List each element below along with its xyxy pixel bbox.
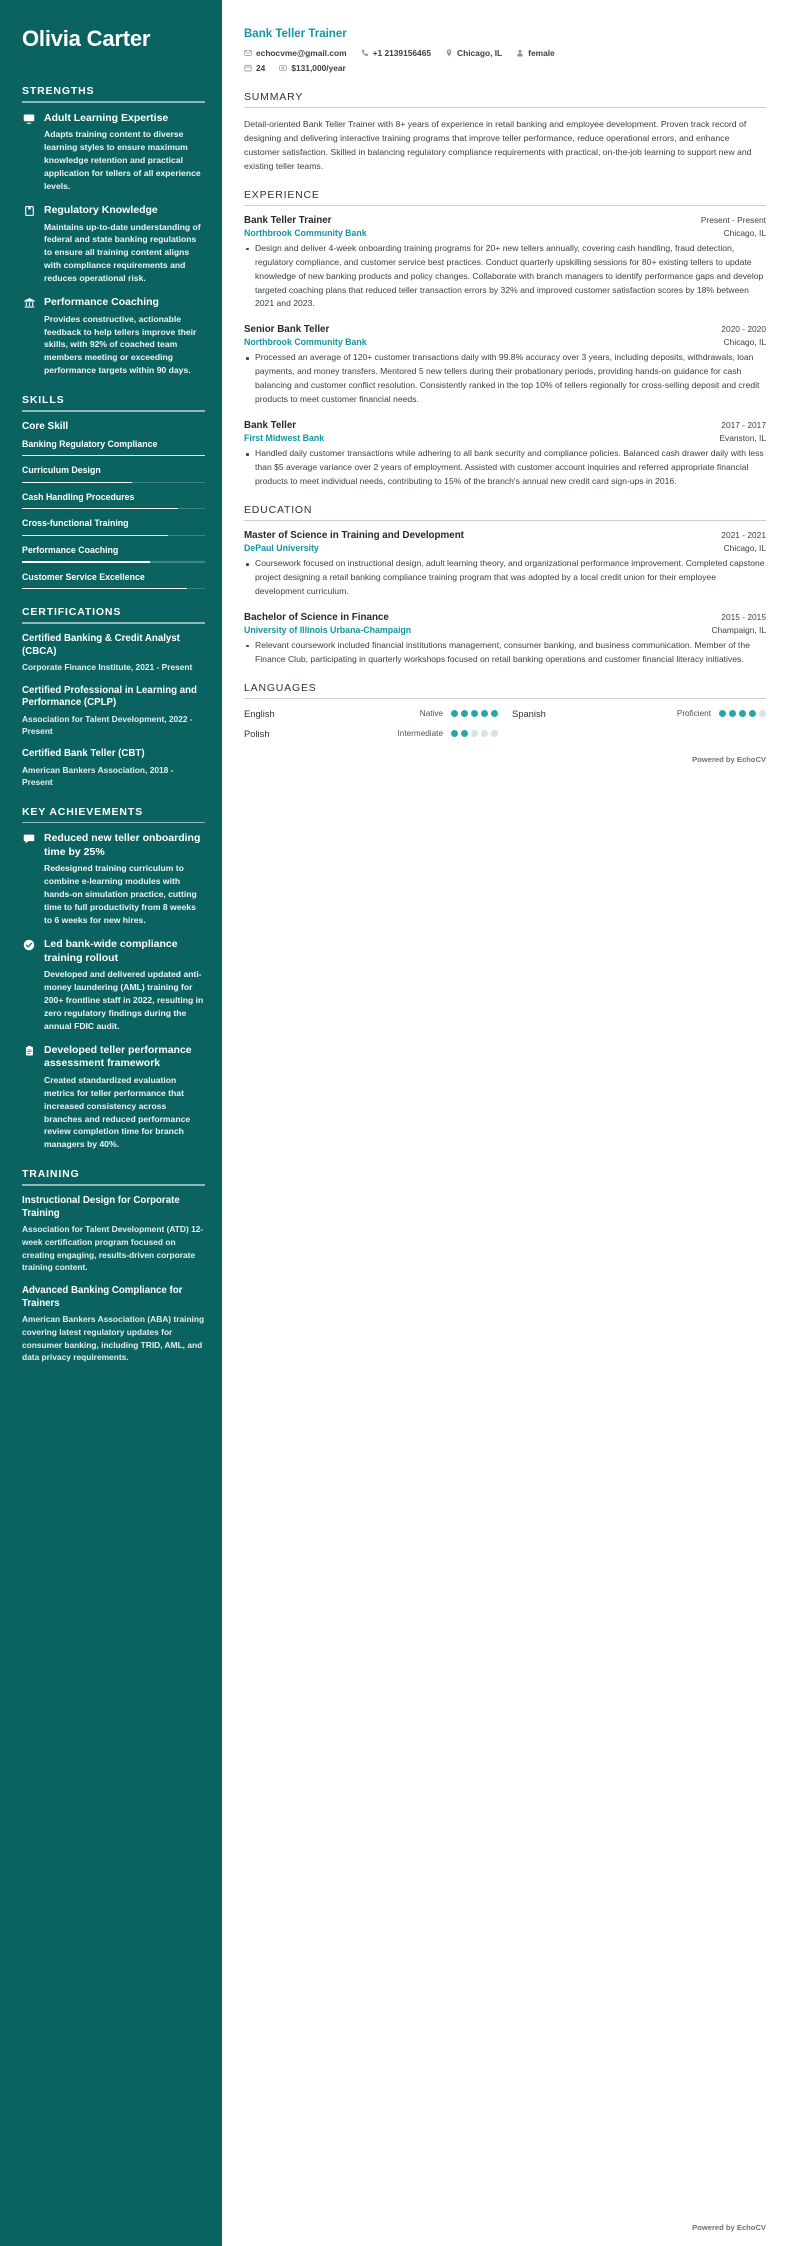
divider (244, 205, 766, 206)
experience-entry-header (244, 324, 766, 335)
education-entry-location: Chicago, IL (723, 543, 766, 553)
certification-meta: Association for Talent Development, 2022 - Present (22, 714, 193, 737)
summary-section (244, 91, 766, 174)
skill-bar-track (22, 482, 205, 483)
experience-section (244, 189, 766, 489)
skill-name: Cross-functional Training (22, 518, 129, 529)
strength-item (22, 112, 205, 193)
languages-list (244, 708, 766, 739)
education-entry-location: Champaign, IL (711, 624, 766, 635)
experience-entry-bullet: Design and deliver 4-week onboarding training programs for 20+ new tellers annually, covering cash handling, fraud detection, regulatory compliance, and customer service best practices. Conduct quarterly upskilling sessions for 80+ existing tellers to update knowledge of new banking products and policy changes. Collaborate with branch managers to identify performance gaps and develop targeted coaching plans that reduced teller transaction errors by 32% and improved customer satisfaction scores by 18% between 2021 and 2023. (244, 242, 766, 312)
skill-item (22, 491, 205, 510)
divider (22, 1184, 205, 1186)
education-entry-bullets (244, 639, 766, 667)
presentation-screen-icon (22, 112, 36, 193)
training-desc: American Bankers Association (ABA) training covering latest regulatory updates for consumer banking, including TRID, AML, and data privacy requirements. (22, 1314, 205, 1363)
training-item (22, 1285, 205, 1364)
achievement-item-body (44, 832, 205, 927)
training-title: Instructional Design for Corporate Training (22, 1194, 180, 1219)
achievement-item (22, 1044, 205, 1152)
experience-entry-location: Chicago, IL (723, 227, 766, 238)
language-name: Spanish (512, 707, 546, 719)
language-name: Polish (244, 727, 270, 739)
strength-item-desc: Maintains up-to-date understanding of federal and state banking regulations to ensure all training content aligns with compliance requirements and reduces operational risk. (44, 221, 201, 284)
contact-value: female (528, 48, 555, 58)
summary-text: Detail-oriented Bank Teller Trainer with 8+ years of experience in retail banking and employee development. Proven track record of designing and delivering interactive training programs that improve teller performance, reduce operational errors, and enhance customer satisfaction. Skilled in balancing regulatory compliance requirements with practical, on-the-job learning to support new and existing teller teams. (244, 119, 752, 172)
certification-title: Certified Banking & Credit Analyst (CBCA) (22, 632, 180, 657)
divider (22, 622, 205, 624)
education-entry (244, 530, 766, 599)
strength-item (22, 296, 205, 377)
strength-item-title: Performance Coaching (44, 295, 159, 308)
education-entry-organization[interactable]: University of Illinois Urbana-Champaign (244, 624, 412, 635)
strengths-title: STRENGTHS (22, 85, 95, 98)
rating-dot (481, 710, 488, 717)
rating-dot (481, 730, 488, 737)
skill-bar-track (22, 561, 205, 562)
skill-bar-track (22, 508, 205, 509)
strength-item-body (44, 204, 205, 285)
education-title: EDUCATION (244, 503, 313, 516)
contact-item (516, 48, 555, 58)
experience-entry-dates: 2017 - 2017 (721, 420, 766, 431)
experience-entry-location: Chicago, IL (723, 337, 766, 348)
achievement-item-body (44, 1044, 205, 1152)
rating-dot (471, 730, 478, 737)
education-entry-bullet: Coursework focused on instructional design, adult learning theory, and organizational performance improvement. Completed capstone project designing a retail banking compliance training program that was adopted by a local credit union for their employee development curriculum. (244, 557, 766, 599)
contact-item (244, 63, 265, 73)
experience-entry-bullets (244, 242, 766, 312)
achievement-item-body (44, 938, 205, 1033)
strength-item-body (44, 296, 205, 377)
skill-bar-fill (22, 588, 187, 589)
contact-item (279, 63, 346, 73)
skill-item (22, 517, 205, 536)
skill-name: Banking Regulatory Compliance (22, 438, 158, 449)
training-list (22, 1195, 205, 1364)
email-icon (244, 49, 252, 57)
rating-dot (451, 730, 458, 737)
person-icon (516, 49, 524, 57)
skill-bar-fill (22, 508, 178, 509)
strengths-list (22, 112, 205, 377)
achievement-item-desc: Developed and delivered updated anti-money laundering (AML) training for 200+ frontline staff in 2022, resulting in zero regulatory findings during the annual FDIC audit. (44, 969, 204, 1031)
speech-bubble-icon (22, 832, 36, 927)
education-list (244, 530, 766, 667)
certification-title: Certified Bank Teller (CBT) (22, 748, 145, 760)
skill-item (22, 571, 205, 590)
experience-entry (244, 420, 766, 489)
rating-dot (451, 710, 458, 717)
experience-entry-dates: Present - Present (700, 214, 766, 225)
rating-dot (491, 730, 498, 737)
skills-section (22, 394, 205, 589)
skill-bar-track (22, 455, 205, 456)
calendar-icon (244, 64, 252, 72)
skill-item (22, 464, 205, 483)
contact-item (361, 48, 431, 58)
achievement-item (22, 938, 205, 1033)
training-item (22, 1195, 205, 1274)
certification-meta: Corporate Finance Institute, 2021 - Present (22, 662, 193, 673)
achievement-item-desc: Redesigned training curriculum to combine e-learning modules with hands-on simulation practice, cutting time to full productivity from 8 weeks to 6 weeks for new hires. (44, 863, 197, 925)
contact-item (445, 48, 502, 58)
language-rating (719, 710, 766, 717)
certifications-section (22, 606, 205, 788)
strength-item-desc: Provides constructive, actionable feedback to help tellers improve their skills, with 92% of coached team members meeting or exceeding performance targets within 90 days. (44, 313, 197, 376)
location-icon (445, 49, 453, 57)
main-column (222, 0, 794, 2246)
contact-value: echocvme@gmail.com (256, 48, 347, 58)
book-icon (22, 204, 36, 285)
education-entry (244, 612, 766, 667)
training-desc: Association for Talent Development (ATD) 12-week certification program focused on creating engaging, results-driven corporate training content. (22, 1224, 204, 1273)
phone-icon (361, 49, 369, 57)
experience-entry-header (244, 420, 766, 431)
rating-dot (739, 710, 746, 717)
contact-info (244, 48, 766, 73)
achievements-title: KEY ACHIEVEMENTS (22, 805, 143, 818)
rating-dot (461, 730, 468, 737)
experience-entry-bullet: Processed an average of 120+ customer transactions daily with 99.8% accuracy over 3 years, including deposits, withdrawals, loan payments, and money transfers. Mentored 5 new tellers during their probationary periods, providing hands-on guidance for cash balancing and customer conflict resolution. Consistently ranked in the top 10% of tellers regionally for cross-selling deposit and credit products to meet customer financial needs. (244, 351, 766, 407)
education-entry-subheader (244, 543, 766, 553)
certifications-title: CERTIFICATIONS (22, 606, 122, 619)
skill-bar-track (22, 588, 205, 589)
certification-item (22, 685, 205, 738)
languages-section (244, 682, 766, 739)
money-icon (279, 64, 287, 72)
education-section (244, 504, 766, 667)
language-level: Native (419, 708, 443, 718)
powered-by-footer: Powered by EchoCV (692, 2223, 766, 2232)
education-entry-organization[interactable]: DePaul University (244, 543, 319, 553)
strength-item (22, 204, 205, 285)
education-entry-title: Master of Science in Training and Development (244, 530, 464, 541)
skill-bar-track (22, 535, 205, 536)
language-item (244, 728, 498, 739)
language-level: Intermediate (397, 728, 443, 738)
sidebar (0, 0, 222, 2246)
experience-entry-subheader (244, 433, 766, 443)
education-entry-dates: 2015 - 2015 (721, 611, 766, 622)
language-rating (451, 730, 498, 737)
training-title: Advanced Banking Compliance for Trainers (22, 1284, 183, 1309)
rating-dot (471, 710, 478, 717)
certification-item (22, 633, 205, 674)
education-entry-header (244, 530, 766, 541)
skill-bar-fill (22, 455, 205, 456)
training-section (22, 1168, 205, 1364)
education-entry-dates: 2021 - 2021 (721, 530, 766, 540)
bank-icon (22, 296, 36, 377)
experience-entry-organization[interactable]: First Midwest Bank (244, 433, 325, 444)
rating-dot (719, 710, 726, 717)
achievement-item (22, 832, 205, 927)
language-item (512, 708, 766, 719)
certification-title: Certified Professional in Learning and Performance (CPLP) (22, 684, 197, 709)
education-entry-header (244, 612, 766, 623)
experience-entry-title: Bank Teller Trainer (244, 214, 332, 226)
strength-item-desc: Adapts training content to diverse learning styles to ensure maximum knowledge retention and practical application for tellers of all experience levels. (44, 129, 201, 191)
skill-name: Customer Service Excellence (22, 571, 145, 582)
education-entry-bullet: Relevant coursework included financial institutions management, consumer banking, and business communication. Member of the Finance Club, participating in quarterly workshops focused on retail banking operations and customer financial literacy initiatives. (244, 639, 766, 667)
language-rating (451, 710, 498, 717)
powered-by-label: Powered by EchoCV (692, 754, 766, 764)
experience-entry-header (244, 215, 766, 226)
rating-dot (491, 710, 498, 717)
skill-bar-fill (22, 561, 150, 562)
experience-title: EXPERIENCE (244, 188, 320, 201)
divider (244, 698, 766, 699)
divider (244, 107, 766, 108)
divider (22, 822, 205, 824)
education-entry-subheader (244, 625, 766, 635)
rating-dot (749, 710, 756, 717)
education-entry-bullets (244, 557, 766, 599)
experience-list (244, 215, 766, 489)
experience-entry-bullets (244, 351, 766, 407)
experience-entry-bullet: Handled daily customer transactions while adhering to all bank security and compliance policies. Balanced cash drawer daily with less than $5 average variance over 2 years of employment. Assisted with customer account inquiries and referred appropriate financial products to meet individual needs, contributing to 15% of the branch's annual new credit card sign-ups in 2016. (244, 447, 766, 489)
contact-value: 24 (256, 63, 266, 73)
strength-item-body (44, 112, 205, 193)
skills-title: SKILLS (22, 394, 65, 407)
divider (244, 520, 766, 521)
achievement-item-title: Led bank-wide compliance training rollout (44, 937, 178, 964)
achievements-section (22, 806, 205, 1152)
experience-entry-organization[interactable]: Northbrook Community Bank (244, 227, 367, 238)
contact-item (244, 48, 347, 58)
experience-entry-subheader (244, 337, 766, 347)
summary-title: SUMMARY (244, 91, 304, 103)
contact-value: $131,000/year (291, 63, 346, 73)
divider (22, 101, 205, 103)
skill-item (22, 544, 205, 563)
rating-dot (759, 710, 766, 717)
language-item (244, 708, 498, 719)
rating-dot (729, 710, 736, 717)
skill-bar-fill (22, 535, 168, 536)
skill-name: Performance Coaching (22, 545, 119, 556)
strength-item-title: Adult Learning Expertise (44, 111, 169, 124)
strength-item-title: Regulatory Knowledge (44, 203, 158, 216)
experience-entry (244, 215, 766, 312)
contact-value: Chicago, IL (457, 48, 503, 58)
candidate-name: Olivia Carter (22, 26, 151, 51)
certifications-list (22, 633, 205, 789)
contact-value: +1 2139156465 (372, 48, 432, 58)
experience-entry-title: Bank Teller (244, 420, 297, 432)
language-level: Proficient (676, 708, 711, 718)
core-skill-label: Core Skill (22, 420, 69, 432)
education-entry-title: Bachelor of Science in Finance (244, 611, 389, 623)
skills-list (22, 438, 205, 590)
skill-name: Curriculum Design (22, 465, 101, 476)
certification-item (22, 748, 205, 788)
experience-entry-location: Evanston, IL (719, 433, 766, 444)
experience-entry-title: Senior Bank Teller (244, 324, 330, 336)
training-title: TRAINING (22, 1168, 80, 1181)
skill-name: Cash Handling Procedures (22, 491, 135, 502)
skill-bar-fill (22, 482, 132, 483)
check-circle-icon (22, 938, 36, 1033)
language-name: English (244, 707, 275, 719)
experience-entry-bullets (244, 447, 766, 489)
certification-meta: American Bankers Association, 2018 - Present (22, 765, 174, 788)
skill-item (22, 438, 205, 457)
experience-entry (244, 324, 766, 407)
experience-entry-organization[interactable]: Northbrook Community Bank (244, 337, 367, 348)
divider (22, 410, 205, 412)
achievement-item-desc: Created standardized evaluation metrics for teller performance that increased consistency across branches and reduced performance review completion time for branch managers by 40%. (44, 1074, 191, 1150)
headline-job-title: Bank Teller Trainer (244, 28, 347, 40)
strengths-section (22, 85, 205, 377)
contact-line-secondary (244, 63, 766, 73)
achievements-list (22, 832, 205, 1151)
achievement-item-title: Developed teller performance assessment framework (44, 1043, 192, 1070)
rating-dot (461, 710, 468, 717)
experience-entry-dates: 2020 - 2020 (721, 324, 766, 335)
achievement-item-title: Reduced new teller onboarding time by 25% (44, 832, 201, 858)
languages-title: LANGUAGES (244, 681, 317, 694)
clipboard-icon (22, 1044, 36, 1152)
contact-line-primary (244, 48, 766, 58)
experience-entry-subheader (244, 228, 766, 238)
